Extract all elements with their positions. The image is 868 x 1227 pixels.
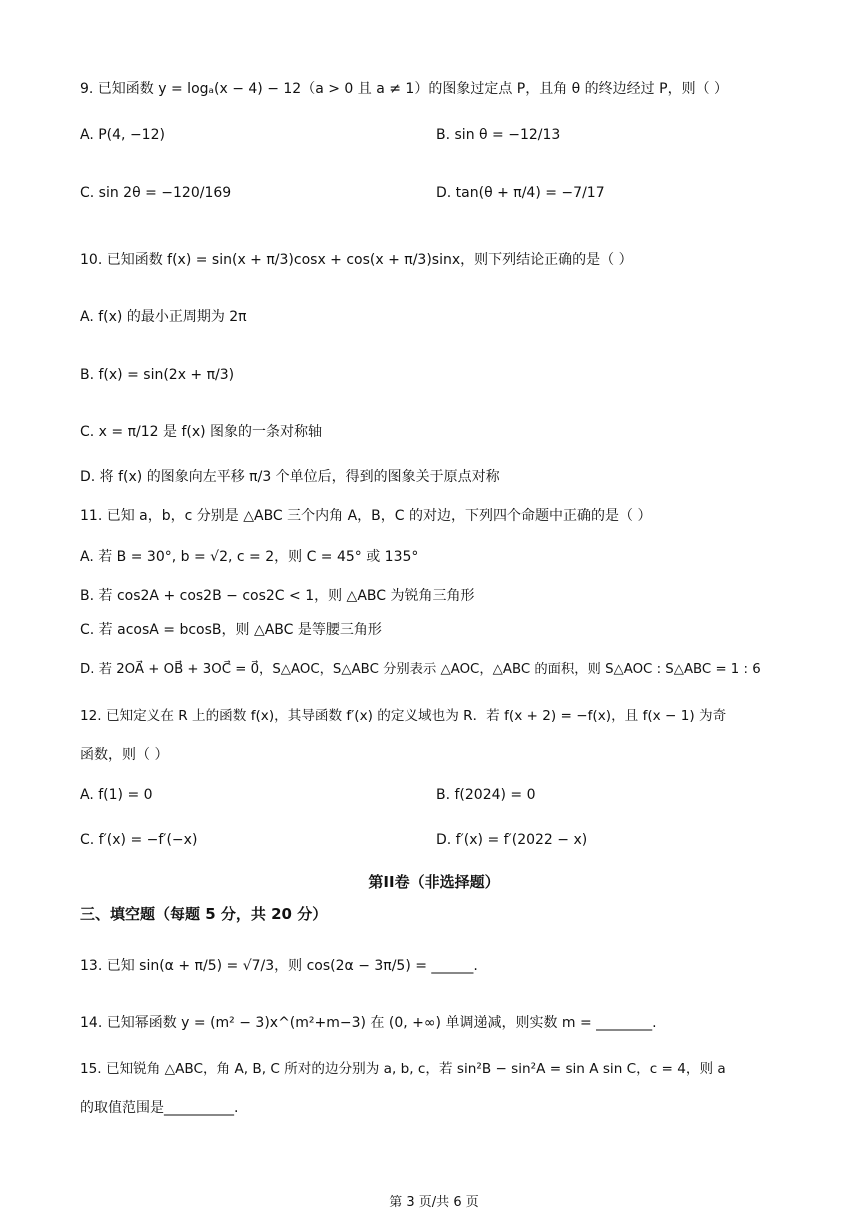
part2-title: 第II卷（非选择题） (368, 873, 500, 891)
q12-stem-line2: 函数，则（ ） (80, 747, 169, 763)
q9-option-d: D. tan(θ + π/4) = −7/17 (436, 185, 605, 201)
q10-option-b: B. f(x) = sin(2x + π/3) (80, 367, 235, 383)
q15-line1: 15. 已知锐角 △ABC，角 A, B, C 所对的边分别为 a, b, c，若 sin²B − sin²A = sin A sin C，c = 4，则 a (80, 1061, 726, 1077)
q13: 13. 已知 sin(α + π/5) = √7/3，则 cos(2α − 3π/5) = ______. (80, 958, 478, 974)
q12-option-d: D. f′(x) = f′(2022 − x) (436, 832, 588, 848)
q10-option-d: D. 将 f(x) 的图象向左平移 π/3 个单位后，得到的图象关于原点对称 (80, 469, 500, 485)
q15-line2: 的取值范围是__________. (80, 1100, 239, 1116)
q12-stem-line1: 12. 已知定义在 R 上的函数 f(x)，其导函数 f′(x) 的定义域也为 R．若 f(x + 2) = −f(x)，且 f(x − 1) 为奇 (80, 708, 727, 724)
q11-stem: 11. 已知 a，b，c 分别是 △ABC 三个内角 A，B，C 的对边，下列四个命题中正确的是（ ） (80, 508, 652, 524)
q9-option-a: A. P(4, −12) (80, 127, 165, 143)
q9-stem: 9. 已知函数 y = logₐ(x − 4) − 12（a > 0 且 a ≠ 1）的图象过定点 P，且角 θ 的终边经过 P，则（ ） (80, 81, 729, 97)
section3-title: 三、填空题（每题 5 分，共 20 分） (80, 905, 328, 923)
q9-option-b: B. sin θ = −12/13 (436, 127, 561, 143)
q10-option-c: C. x = π/12 是 f(x) 图象的一条对称轴 (80, 424, 323, 440)
q11-option-b: B. 若 cos2A + cos2B − cos2C < 1，则 △ABC 为锐角三角形 (80, 588, 475, 604)
page-footer: 第 3 页/共 6 页 (389, 1195, 479, 1210)
q14: 14. 已知幂函数 y = (m² − 3)x^(m²+m−3) 在 (0, +∞) 单调递减，则实数 m = ________. (80, 1015, 657, 1031)
q9-option-c: C. sin 2θ = −120/169 (80, 185, 232, 201)
q12-option-a: A. f(1) = 0 (80, 787, 153, 803)
q10-stem: 10. 已知函数 f(x) = sin(x + π/3)cosx + cos(x + π/3)sinx，则下列结论正确的是（ ） (80, 252, 633, 268)
q12-option-b: B. f(2024) = 0 (436, 787, 536, 803)
q11-option-d: D. 若 2OA⃗ + OB⃗ + 3OC⃗ = 0⃗，S△AOC，S△ABC 分别表示 △AOC，△ABC 的面积，则 S△AOC : S△ABC = 1 : 6 (80, 662, 761, 677)
q12-option-c: C. f′(x) = −f′(−x) (80, 832, 198, 848)
q10-option-a: A. f(x) 的最小正周期为 2π (80, 309, 247, 325)
q11-option-c: C. 若 acosA = bcosB，则 △ABC 是等腰三角形 (80, 622, 382, 638)
q11-option-a: A. 若 B = 30°, b = √2, c = 2，则 C = 45° 或 135° (80, 549, 419, 565)
